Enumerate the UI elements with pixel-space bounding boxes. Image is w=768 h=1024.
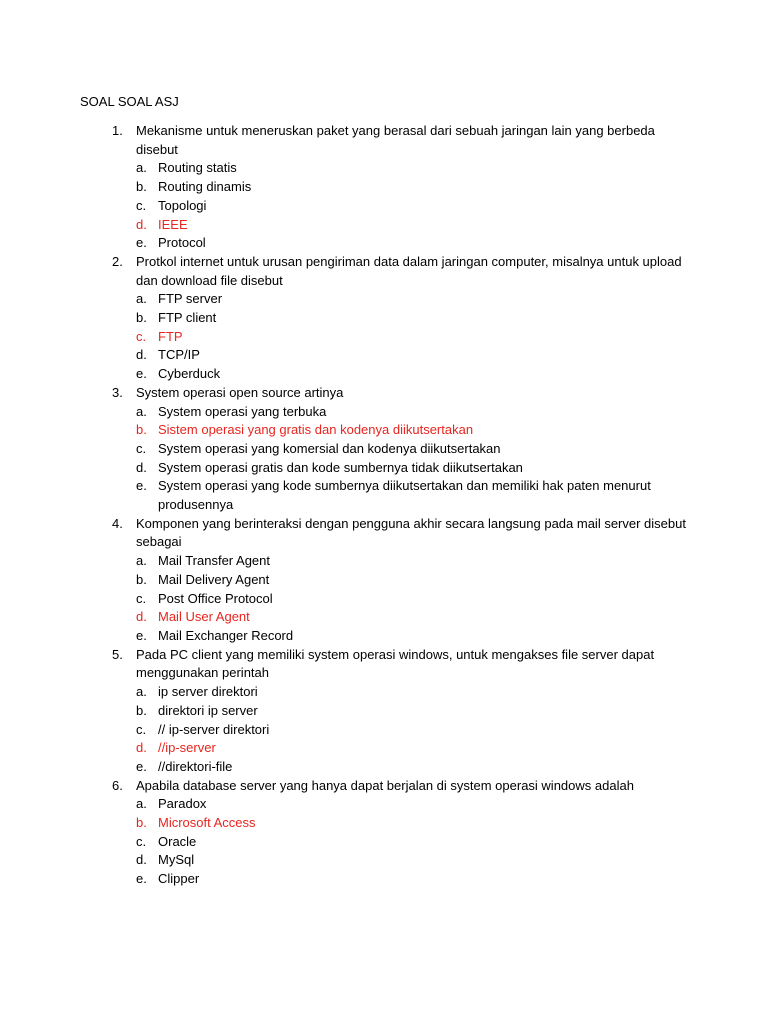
- option-item: [80, 851, 700, 870]
- option-list: [80, 159, 700, 253]
- option-item: [80, 590, 700, 609]
- question-number: 6.: [112, 777, 123, 793]
- question-item: [80, 122, 700, 253]
- option-text: Clipper: [158, 871, 200, 887]
- option-letter: d.: [136, 459, 147, 475]
- question-number: 3.: [112, 384, 123, 400]
- option-text: System operasi gratis dan kode sumbernya tidak diikutsertakan: [158, 459, 523, 475]
- option-letter: b.: [136, 422, 147, 438]
- option-item-correct: [80, 421, 700, 440]
- option-text: FTP: [158, 328, 183, 344]
- option-letter: a.: [136, 553, 147, 569]
- option-text: ip server direktori: [158, 684, 258, 700]
- option-text: Sistem operasi yang gratis dan kodenya diikutsertakan: [158, 422, 474, 438]
- option-letter: e.: [136, 871, 147, 887]
- option-item: [80, 403, 700, 422]
- option-item-correct: [80, 814, 700, 833]
- option-item: [80, 702, 700, 721]
- option-item: [80, 159, 700, 178]
- option-text: //ip-server: [158, 740, 216, 756]
- option-list: [80, 290, 700, 384]
- option-text: FTP client: [158, 310, 217, 326]
- option-text: Cyberduck: [158, 366, 221, 382]
- question-number: 5.: [112, 646, 123, 662]
- option-item-correct: [80, 216, 700, 235]
- option-letter: a.: [136, 403, 147, 419]
- option-text: FTP server: [158, 291, 223, 307]
- question-item: [80, 777, 700, 889]
- question-text: Apabila database server yang hanya dapat berjalan di system operasi windows adalah: [136, 777, 634, 793]
- option-text: Post Office Protocol: [158, 590, 273, 606]
- option-item: [80, 833, 700, 852]
- option-item-correct: [80, 608, 700, 627]
- question-item: [80, 515, 700, 646]
- option-text: Paradox: [158, 796, 207, 812]
- option-item: [80, 459, 700, 478]
- option-letter: c.: [136, 197, 147, 213]
- question-item: [80, 253, 700, 384]
- option-item: [80, 571, 700, 590]
- option-letter: c.: [136, 721, 147, 737]
- question-text: Pada PC client yang memiliki system operasi windows, untuk mengakses file server dapat menggunakan perintah: [136, 646, 655, 681]
- option-text: Routing statis: [158, 160, 237, 176]
- option-item: [80, 346, 700, 365]
- option-letter: c.: [136, 440, 147, 456]
- question-list: [80, 122, 700, 889]
- option-letter: e.: [136, 366, 147, 382]
- option-text: System operasi yang terbuka: [158, 403, 327, 419]
- option-letter: e.: [136, 235, 147, 251]
- question-text: System operasi open source artinya: [136, 384, 344, 400]
- option-letter: a.: [136, 684, 147, 700]
- option-item: [80, 477, 700, 514]
- document-title: SOAL SOAL ASJ: [80, 94, 179, 109]
- option-text: Mail Exchanger Record: [158, 627, 294, 643]
- option-item: [80, 683, 700, 702]
- option-item: [80, 552, 700, 571]
- question-number: 4.: [112, 515, 123, 531]
- option-letter: e.: [136, 478, 147, 494]
- option-item: [80, 795, 700, 814]
- option-text: direktori ip server: [158, 702, 258, 718]
- option-text: Mail Transfer Agent: [158, 553, 270, 569]
- option-text: TCP/IP: [158, 347, 200, 363]
- option-item: [80, 870, 700, 889]
- question-text: Protkol internet untuk urusan pengiriman data dalam jaringan computer, misalnya untuk upload dan download file disebut: [136, 253, 682, 288]
- option-letter: c.: [136, 833, 147, 849]
- option-letter: b.: [136, 179, 147, 195]
- option-letter: a.: [136, 160, 147, 176]
- option-text: Mail User Agent: [158, 609, 250, 625]
- question-item: [80, 646, 700, 777]
- option-list: [80, 683, 700, 777]
- option-letter: d.: [136, 609, 147, 625]
- option-item: [80, 365, 700, 384]
- option-text: System operasi yang komersial dan kodenya diikutsertakan: [158, 440, 501, 456]
- option-text: System operasi yang kode sumbernya diikutsertakan dan memiliki hak paten menurut produsennya: [158, 478, 651, 513]
- option-item-correct: [80, 328, 700, 347]
- question-number: 2.: [112, 253, 123, 269]
- option-list: [80, 552, 700, 646]
- question-item: [80, 384, 700, 515]
- option-item: [80, 234, 700, 253]
- option-letter: d.: [136, 852, 147, 868]
- option-list: [80, 795, 700, 889]
- option-letter: b.: [136, 702, 147, 718]
- option-text: Mail Delivery Agent: [158, 571, 270, 587]
- option-letter: e.: [136, 758, 147, 774]
- option-item-correct: [80, 739, 700, 758]
- question-number: 1.: [112, 123, 123, 138]
- option-text: IEEE: [158, 216, 188, 232]
- option-letter: b.: [136, 571, 147, 587]
- option-text: Routing dinamis: [158, 179, 252, 195]
- option-text: //direktori-file: [158, 758, 233, 774]
- option-item: [80, 627, 700, 646]
- option-item: [80, 758, 700, 777]
- option-list: [80, 403, 700, 515]
- option-text: // ip-server direktori: [158, 721, 270, 737]
- option-item: [80, 440, 700, 459]
- option-item: [80, 197, 700, 216]
- option-item: [80, 309, 700, 328]
- option-letter: a.: [136, 796, 147, 812]
- option-item: [80, 290, 700, 309]
- option-text: MySql: [158, 852, 195, 868]
- option-text: Protocol: [158, 235, 206, 251]
- option-text: Microsoft Access: [158, 815, 256, 831]
- option-letter: d.: [136, 347, 147, 363]
- option-letter: e.: [136, 627, 147, 643]
- option-letter: d.: [136, 216, 147, 232]
- option-item: [80, 178, 700, 197]
- option-text: Topologi: [158, 197, 207, 213]
- option-text: Oracle: [158, 833, 197, 849]
- option-letter: b.: [136, 310, 147, 326]
- option-item: [80, 721, 700, 740]
- option-letter: a.: [136, 291, 147, 307]
- question-text: Komponen yang berinteraksi dengan pengguna akhir secara langsung pada mail server disebut sebagai: [136, 515, 686, 550]
- option-letter: b.: [136, 815, 147, 831]
- option-letter: c.: [136, 328, 147, 344]
- question-text: Mekanisme untuk meneruskan paket yang berasal dari sebuah jaringan lain yang berbeda disebut: [136, 123, 655, 157]
- option-letter: d.: [136, 740, 147, 756]
- option-letter: c.: [136, 590, 147, 606]
